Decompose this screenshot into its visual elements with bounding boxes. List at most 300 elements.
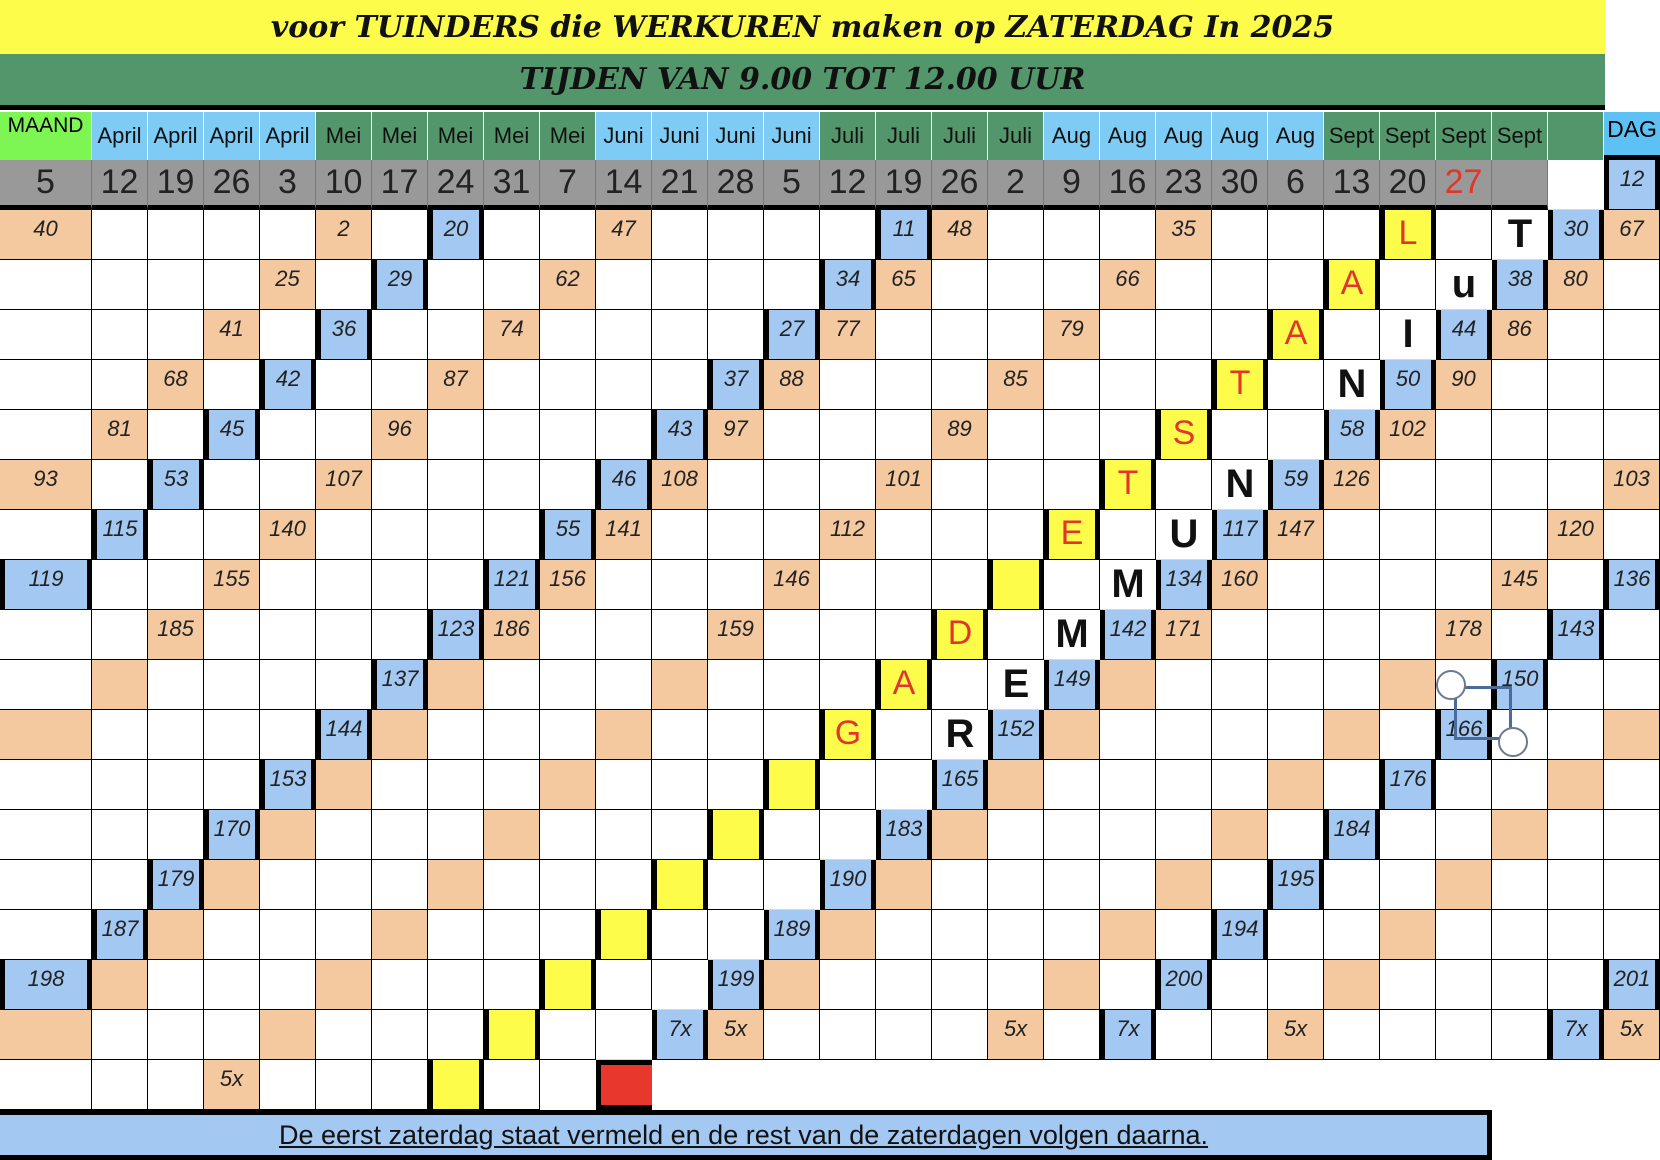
- garden-number-cell[interactable]: 117: [1212, 510, 1268, 560]
- garden-number-cell[interactable]: 201: [1604, 960, 1660, 1010]
- schedule-cell[interactable]: [988, 310, 1044, 360]
- garden-number-cell[interactable]: [820, 910, 876, 960]
- schedule-cell[interactable]: [428, 910, 484, 960]
- schedule-cell[interactable]: [1212, 960, 1268, 1010]
- laatste-dag-letter[interactable]: [596, 910, 652, 960]
- schedule-cell[interactable]: [148, 660, 204, 710]
- garden-number-cell[interactable]: 120: [1548, 510, 1604, 560]
- schedule-cell[interactable]: [988, 260, 1044, 310]
- schedule-cell[interactable]: [484, 660, 540, 710]
- garden-number-cell[interactable]: 170: [204, 810, 260, 860]
- schedule-cell[interactable]: [148, 410, 204, 460]
- garden-number-cell[interactable]: 79: [1044, 310, 1100, 360]
- schedule-cell[interactable]: [1044, 760, 1100, 810]
- schedule-cell[interactable]: [260, 460, 316, 510]
- schedule-cell[interactable]: [1436, 560, 1492, 610]
- garden-number-cell[interactable]: [1100, 660, 1156, 710]
- garden-number-cell[interactable]: [1324, 960, 1380, 1010]
- schedule-cell[interactable]: [932, 510, 988, 560]
- schedule-cell[interactable]: [316, 360, 372, 410]
- schedule-cell[interactable]: [316, 560, 372, 610]
- schedule-cell[interactable]: [1044, 460, 1100, 510]
- schedule-cell[interactable]: [260, 310, 316, 360]
- garden-number-cell[interactable]: 58: [1324, 410, 1380, 460]
- schedule-cell[interactable]: [1268, 960, 1324, 1010]
- schedule-cell[interactable]: [484, 410, 540, 460]
- schedule-cell[interactable]: [1492, 1010, 1548, 1060]
- garden-number-cell[interactable]: 20: [428, 210, 484, 260]
- garden-number-cell[interactable]: [316, 960, 372, 1010]
- garden-number-cell[interactable]: 27: [764, 310, 820, 360]
- garden-number-cell[interactable]: 108: [652, 460, 708, 510]
- schedule-cell[interactable]: [540, 710, 596, 760]
- schedule-cell[interactable]: [260, 710, 316, 760]
- schedule-cell[interactable]: [540, 460, 596, 510]
- garden-number-cell[interactable]: 103: [1604, 460, 1660, 510]
- schedule-cell[interactable]: [0, 810, 92, 860]
- schedule-cell[interactable]: [1492, 960, 1548, 1010]
- schedule-cell[interactable]: [540, 310, 596, 360]
- garden-number-cell[interactable]: 146: [764, 560, 820, 610]
- garden-number-cell[interactable]: 34: [820, 260, 876, 310]
- schedule-cell[interactable]: [596, 360, 652, 410]
- schedule-cell[interactable]: [1604, 860, 1660, 910]
- garden-number-cell[interactable]: 88: [764, 360, 820, 410]
- garden-number-cell[interactable]: 12: [1604, 160, 1660, 210]
- schedule-cell[interactable]: [1604, 310, 1660, 360]
- garden-number-cell[interactable]: [1380, 910, 1436, 960]
- schedule-cell[interactable]: [1324, 860, 1380, 910]
- garden-number-cell[interactable]: 200: [1156, 960, 1212, 1010]
- schedule-cell[interactable]: [372, 1060, 428, 1110]
- garden-number-cell[interactable]: 7x: [1548, 1010, 1604, 1060]
- laatste-dag-letter[interactable]: S: [1156, 410, 1212, 460]
- garden-number-cell[interactable]: 93: [0, 460, 92, 510]
- schedule-cell[interactable]: [596, 660, 652, 710]
- schedule-cell[interactable]: [204, 910, 260, 960]
- schedule-cell[interactable]: [540, 610, 596, 660]
- garden-number-cell[interactable]: 42: [260, 360, 316, 410]
- schedule-cell[interactable]: [484, 910, 540, 960]
- schedule-cell[interactable]: [876, 560, 932, 610]
- garden-number-cell[interactable]: 2: [316, 210, 372, 260]
- schedule-cell[interactable]: [1268, 660, 1324, 710]
- schedule-cell[interactable]: [92, 1060, 148, 1110]
- garden-number-cell[interactable]: 55: [540, 510, 596, 560]
- schedule-cell[interactable]: [1268, 560, 1324, 610]
- schedule-cell[interactable]: [0, 860, 92, 910]
- garden-number-cell[interactable]: 140: [260, 510, 316, 560]
- schedule-cell[interactable]: [876, 910, 932, 960]
- garden-number-cell[interactable]: [764, 960, 820, 1010]
- laatste-dag-letter[interactable]: [484, 1010, 540, 1060]
- schedule-cell[interactable]: [596, 260, 652, 310]
- garden-number-cell[interactable]: 187: [92, 910, 148, 960]
- schedule-cell[interactable]: [148, 210, 204, 260]
- schedule-cell[interactable]: [0, 910, 92, 960]
- schedule-cell[interactable]: [372, 310, 428, 360]
- garden-number-cell[interactable]: [428, 660, 484, 710]
- garden-number-cell[interactable]: 176: [1380, 760, 1436, 810]
- schedule-cell[interactable]: [1436, 960, 1492, 1010]
- schedule-cell[interactable]: [204, 260, 260, 310]
- schedule-cell-extra[interactable]: [484, 1060, 540, 1110]
- garden-number-cell[interactable]: 48: [932, 210, 988, 260]
- schedule-cell[interactable]: [428, 460, 484, 510]
- schedule-cell[interactable]: [708, 760, 764, 810]
- schedule-cell[interactable]: [1436, 510, 1492, 560]
- garden-number-cell[interactable]: 36: [316, 310, 372, 360]
- garden-number-cell[interactable]: 90: [1436, 360, 1492, 410]
- schedule-cell[interactable]: [0, 260, 92, 310]
- garden-number-cell[interactable]: [1436, 860, 1492, 910]
- schedule-cell[interactable]: [988, 860, 1044, 910]
- schedule-cell[interactable]: [372, 360, 428, 410]
- schedule-cell[interactable]: [148, 310, 204, 360]
- schedule-cell[interactable]: [1212, 660, 1268, 710]
- garden-number-cell[interactable]: 136: [1604, 560, 1660, 610]
- schedule-cell[interactable]: [260, 610, 316, 660]
- garden-number-cell[interactable]: 149: [1044, 660, 1100, 710]
- schedule-cell[interactable]: [1380, 560, 1436, 610]
- schedule-cell[interactable]: [764, 610, 820, 660]
- schedule-cell[interactable]: [316, 1010, 372, 1060]
- schedule-cell[interactable]: [1492, 610, 1548, 660]
- schedule-cell[interactable]: [1100, 360, 1156, 410]
- garden-number-cell[interactable]: [1604, 710, 1660, 760]
- schedule-cell[interactable]: [204, 710, 260, 760]
- schedule-cell-extra[interactable]: [932, 660, 988, 710]
- garden-number-cell[interactable]: 53: [148, 460, 204, 510]
- garden-number-cell[interactable]: 145: [1492, 560, 1548, 610]
- schedule-cell[interactable]: [1380, 860, 1436, 910]
- schedule-cell[interactable]: [1604, 610, 1660, 660]
- schedule-cell[interactable]: [708, 710, 764, 760]
- schedule-cell[interactable]: [988, 960, 1044, 1010]
- schedule-cell[interactable]: [1436, 910, 1492, 960]
- schedule-cell[interactable]: [92, 710, 148, 760]
- schedule-cell[interactable]: [1100, 310, 1156, 360]
- schedule-cell[interactable]: [876, 960, 932, 1010]
- garden-number-cell[interactable]: [1548, 760, 1604, 810]
- garden-number-cell[interactable]: 107: [316, 460, 372, 510]
- schedule-cell[interactable]: [316, 410, 372, 460]
- schedule-cell[interactable]: [596, 560, 652, 610]
- schedule-cell[interactable]: [1436, 460, 1492, 510]
- schedule-cell[interactable]: [540, 210, 596, 260]
- garden-number-cell[interactable]: 59: [1268, 460, 1324, 510]
- schedule-cell[interactable]: [596, 860, 652, 910]
- schedule-cell[interactable]: [92, 260, 148, 310]
- schedule-cell[interactable]: [988, 210, 1044, 260]
- schedule-cell[interactable]: [1492, 510, 1548, 560]
- schedule-cell-extra[interactable]: [1436, 210, 1492, 260]
- schedule-cell-extra[interactable]: [764, 810, 820, 860]
- schedule-cell[interactable]: [1380, 460, 1436, 510]
- schedule-cell[interactable]: [1044, 410, 1100, 460]
- schedule-cell[interactable]: [1436, 760, 1492, 810]
- schedule-cell[interactable]: [1380, 1010, 1436, 1060]
- schedule-cell[interactable]: [540, 810, 596, 860]
- schedule-cell[interactable]: [932, 460, 988, 510]
- laatste-dag-letter[interactable]: [988, 560, 1044, 610]
- schedule-cell[interactable]: [1492, 360, 1548, 410]
- garden-number-cell[interactable]: 143: [1548, 610, 1604, 660]
- garden-number-cell[interactable]: [988, 760, 1044, 810]
- garden-number-cell[interactable]: [652, 660, 708, 710]
- schedule-cell[interactable]: [988, 810, 1044, 860]
- schedule-cell[interactable]: [484, 960, 540, 1010]
- laatste-dag-letter[interactable]: [652, 860, 708, 910]
- schedule-cell-extra[interactable]: [1044, 560, 1100, 610]
- garden-number-cell[interactable]: 40: [0, 210, 92, 260]
- garden-number-cell[interactable]: 144: [316, 710, 372, 760]
- garden-number-cell[interactable]: [372, 710, 428, 760]
- schedule-cell[interactable]: [428, 410, 484, 460]
- garden-number-cell[interactable]: [0, 1010, 92, 1060]
- schedule-cell[interactable]: [1156, 1010, 1212, 1060]
- schedule-cell[interactable]: [1436, 810, 1492, 860]
- schedule-cell[interactable]: [1100, 860, 1156, 910]
- garden-number-cell[interactable]: [1044, 960, 1100, 1010]
- schedule-cell[interactable]: [1156, 660, 1212, 710]
- schedule-cell[interactable]: [1044, 860, 1100, 910]
- garden-number-cell[interactable]: 38: [1492, 260, 1548, 310]
- schedule-cell[interactable]: [1492, 860, 1548, 910]
- schedule-cell[interactable]: [1324, 910, 1380, 960]
- garden-number-cell[interactable]: [316, 760, 372, 810]
- schedule-cell[interactable]: [1324, 510, 1380, 560]
- schedule-cell[interactable]: [988, 460, 1044, 510]
- garden-number-cell[interactable]: 5x: [1604, 1010, 1660, 1060]
- schedule-cell[interactable]: [428, 560, 484, 610]
- schedule-cell[interactable]: [708, 260, 764, 310]
- garden-number-cell[interactable]: 186: [484, 610, 540, 660]
- schedule-cell[interactable]: [484, 260, 540, 310]
- schedule-cell[interactable]: [316, 260, 372, 310]
- garden-number-cell[interactable]: 68: [148, 360, 204, 410]
- schedule-cell[interactable]: [92, 460, 148, 510]
- garden-number-cell[interactable]: 183: [876, 810, 932, 860]
- schedule-cell[interactable]: [1548, 560, 1604, 610]
- schedule-cell[interactable]: [1268, 910, 1324, 960]
- schedule-cell-extra[interactable]: [1268, 360, 1324, 410]
- garden-number-cell[interactable]: [1324, 710, 1380, 760]
- garden-number-cell[interactable]: [260, 1010, 316, 1060]
- garden-number-cell[interactable]: 184: [1324, 810, 1380, 860]
- laatste-dag-letter[interactable]: [540, 960, 596, 1010]
- schedule-cell[interactable]: [92, 310, 148, 360]
- schedule-cell[interactable]: [316, 860, 372, 910]
- schedule-cell[interactable]: [1156, 760, 1212, 810]
- garden-number-cell[interactable]: 199: [708, 960, 764, 1010]
- laatste-dag-letter[interactable]: D: [932, 610, 988, 660]
- garden-number-cell[interactable]: 166: [1436, 710, 1492, 760]
- schedule-cell[interactable]: [1100, 960, 1156, 1010]
- garden-number-cell[interactable]: 115: [92, 510, 148, 560]
- schedule-cell[interactable]: [652, 310, 708, 360]
- schedule-cell[interactable]: [428, 960, 484, 1010]
- garden-number-cell[interactable]: 80: [1548, 260, 1604, 310]
- schedule-cell[interactable]: [1100, 410, 1156, 460]
- schedule-cell[interactable]: [820, 1010, 876, 1060]
- schedule-cell[interactable]: [1324, 1010, 1380, 1060]
- schedule-cell[interactable]: [428, 810, 484, 860]
- schedule-cell[interactable]: [1156, 360, 1212, 410]
- schedule-cell[interactable]: [596, 810, 652, 860]
- schedule-cell-extra[interactable]: [988, 610, 1044, 660]
- garden-number-cell[interactable]: 25: [260, 260, 316, 310]
- schedule-cell-extra[interactable]: [1100, 510, 1156, 560]
- schedule-cell[interactable]: [1492, 910, 1548, 960]
- schedule-cell[interactable]: [988, 410, 1044, 460]
- schedule-cell[interactable]: [204, 360, 260, 410]
- schedule-cell[interactable]: [708, 510, 764, 560]
- schedule-cell[interactable]: [764, 260, 820, 310]
- schedule-cell[interactable]: [1044, 1010, 1100, 1060]
- schedule-cell[interactable]: [652, 760, 708, 810]
- laatste-dag-letter[interactable]: [428, 1060, 484, 1110]
- schedule-cell[interactable]: [1044, 810, 1100, 860]
- schedule-cell[interactable]: [484, 860, 540, 910]
- schedule-cell[interactable]: [708, 460, 764, 510]
- schedule-cell[interactable]: [764, 460, 820, 510]
- schedule-cell[interactable]: [484, 210, 540, 260]
- schedule-cell[interactable]: [1548, 710, 1604, 760]
- schedule-cell[interactable]: [1548, 960, 1604, 1010]
- schedule-cell[interactable]: [148, 560, 204, 610]
- laatste-dag-letter[interactable]: G: [820, 710, 876, 760]
- garden-number-cell[interactable]: [1212, 810, 1268, 860]
- schedule-cell[interactable]: [764, 210, 820, 260]
- schedule-cell[interactable]: [0, 410, 92, 460]
- garden-number-cell[interactable]: 74: [484, 310, 540, 360]
- garden-number-cell[interactable]: 45: [204, 410, 260, 460]
- schedule-cell[interactable]: [1212, 710, 1268, 760]
- schedule-cell[interactable]: [1268, 260, 1324, 310]
- schedule-cell[interactable]: [876, 360, 932, 410]
- garden-number-cell[interactable]: 43: [652, 410, 708, 460]
- schedule-cell[interactable]: [1380, 710, 1436, 760]
- garden-number-cell[interactable]: [260, 810, 316, 860]
- schedule-cell[interactable]: [372, 760, 428, 810]
- schedule-cell[interactable]: [204, 610, 260, 660]
- laatste-dag-letter[interactable]: [708, 810, 764, 860]
- garden-number-cell[interactable]: 85: [988, 360, 1044, 410]
- garden-number-cell[interactable]: 123: [428, 610, 484, 660]
- schedule-cell[interactable]: [316, 510, 372, 560]
- schedule-cell[interactable]: [932, 960, 988, 1010]
- schedule-cell[interactable]: [1604, 260, 1660, 310]
- schedule-cell[interactable]: [204, 210, 260, 260]
- schedule-cell[interactable]: [1324, 760, 1380, 810]
- garden-number-cell[interactable]: 121: [484, 560, 540, 610]
- schedule-cell-extra[interactable]: [1212, 410, 1268, 460]
- garden-number-cell[interactable]: [932, 810, 988, 860]
- garden-number-cell[interactable]: 141: [596, 510, 652, 560]
- schedule-cell-extra[interactable]: [540, 1010, 596, 1060]
- garden-number-cell[interactable]: 137: [372, 660, 428, 710]
- schedule-cell[interactable]: [1604, 910, 1660, 960]
- schedule-cell[interactable]: [1380, 610, 1436, 660]
- schedule-cell[interactable]: [820, 610, 876, 660]
- schedule-cell[interactable]: [1212, 760, 1268, 810]
- schedule-cell-extra[interactable]: [1156, 460, 1212, 510]
- schedule-cell[interactable]: [1604, 760, 1660, 810]
- schedule-cell[interactable]: [540, 410, 596, 460]
- garden-number-cell[interactable]: [484, 810, 540, 860]
- schedule-cell[interactable]: [92, 610, 148, 660]
- schedule-cell[interactable]: [316, 660, 372, 710]
- garden-number-cell[interactable]: [1156, 860, 1212, 910]
- garden-number-cell[interactable]: [876, 860, 932, 910]
- schedule-cell[interactable]: [428, 760, 484, 810]
- schedule-cell[interactable]: [764, 1010, 820, 1060]
- schedule-cell[interactable]: [1156, 310, 1212, 360]
- schedule-cell[interactable]: [1100, 810, 1156, 860]
- garden-number-cell[interactable]: 165: [932, 760, 988, 810]
- schedule-cell[interactable]: [0, 510, 92, 560]
- garden-number-cell[interactable]: 77: [820, 310, 876, 360]
- schedule-cell[interactable]: [1324, 210, 1380, 260]
- schedule-cell[interactable]: [260, 910, 316, 960]
- schedule-cell[interactable]: [92, 760, 148, 810]
- schedule-cell[interactable]: [1548, 360, 1604, 410]
- schedule-cell[interactable]: [1044, 360, 1100, 410]
- schedule-cell[interactable]: [260, 410, 316, 460]
- schedule-cell[interactable]: [148, 710, 204, 760]
- schedule-cell[interactable]: [316, 610, 372, 660]
- laatste-dag-letter[interactable]: T: [1212, 360, 1268, 410]
- garden-number-cell[interactable]: [1100, 910, 1156, 960]
- garden-number-cell[interactable]: 185: [148, 610, 204, 660]
- schedule-cell[interactable]: [1156, 710, 1212, 760]
- schedule-cell[interactable]: [1268, 210, 1324, 260]
- schedule-cell[interactable]: [1212, 260, 1268, 310]
- schedule-cell[interactable]: [1548, 410, 1604, 460]
- schedule-cell[interactable]: [820, 360, 876, 410]
- schedule-cell[interactable]: [204, 760, 260, 810]
- garden-number-cell[interactable]: 160: [1212, 560, 1268, 610]
- schedule-cell[interactable]: [820, 660, 876, 710]
- garden-number-cell[interactable]: [596, 710, 652, 760]
- schedule-cell[interactable]: [372, 610, 428, 660]
- schedule-cell[interactable]: [652, 560, 708, 610]
- garden-number-cell[interactable]: [1268, 760, 1324, 810]
- garden-number-cell[interactable]: 101: [876, 460, 932, 510]
- garden-number-cell[interactable]: 96: [372, 410, 428, 460]
- schedule-cell[interactable]: [260, 560, 316, 610]
- schedule-cell[interactable]: [148, 260, 204, 310]
- schedule-cell[interactable]: [260, 860, 316, 910]
- schedule-cell[interactable]: [1548, 810, 1604, 860]
- schedule-cell[interactable]: [372, 810, 428, 860]
- schedule-cell[interactable]: [372, 460, 428, 510]
- garden-number-cell[interactable]: 65: [876, 260, 932, 310]
- schedule-cell[interactable]: [0, 610, 92, 660]
- garden-number-cell[interactable]: [372, 910, 428, 960]
- schedule-cell[interactable]: [1324, 610, 1380, 660]
- schedule-cell[interactable]: [764, 410, 820, 460]
- schedule-cell[interactable]: [260, 1060, 316, 1110]
- schedule-cell[interactable]: [708, 660, 764, 710]
- schedule-cell[interactable]: [148, 960, 204, 1010]
- schedule-cell[interactable]: [92, 210, 148, 260]
- schedule-cell[interactable]: [1156, 260, 1212, 310]
- garden-number-cell[interactable]: 126: [1324, 460, 1380, 510]
- garden-number-cell[interactable]: 142: [1100, 610, 1156, 660]
- schedule-cell[interactable]: [204, 460, 260, 510]
